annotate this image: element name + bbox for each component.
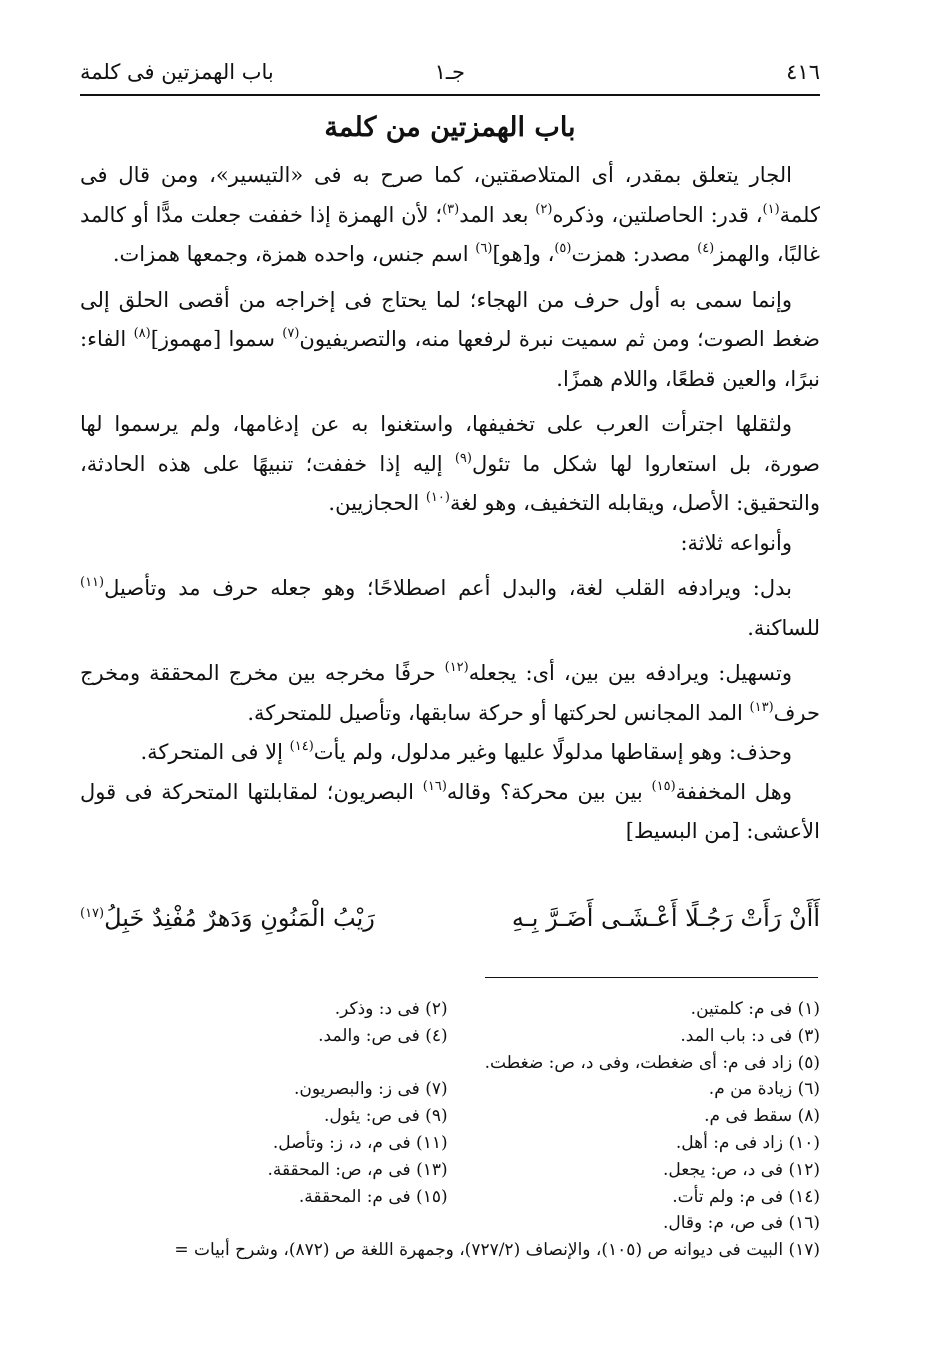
- text-run: الفاء: نبرًا، والعين قطعًا، واللام همزًا.: [80, 327, 820, 391]
- paragraph-2: [80, 281, 820, 400]
- verse-first-hemistich: أَأَنْ رَأَتْ رَجُـلًا أَعْـشَـى أَضَـرَّ بِـهِ: [511, 904, 820, 932]
- footnote-ref: (٦): [475, 241, 493, 256]
- text-run: للساكنة.: [747, 615, 820, 640]
- footnote-row: [60, 996, 820, 1023]
- paragraph-3: [80, 405, 820, 524]
- footnote: (٤) فى ص: والمد.: [318, 1025, 448, 1046]
- text-run: ولثقلها اجترأت العرب على تخفيفها، واستغنوا به عن إدغامها، ولم يرسموا لها صورة، بل استعاروا لها شكل ما تئول: [80, 412, 820, 476]
- text-run: بعد المد: [459, 202, 536, 227]
- footnote: (٧) فى ز: والبصريون.: [293, 1079, 448, 1100]
- text-run: مصدر: همزت: [571, 242, 698, 266]
- text-run: ، و[هو]: [492, 242, 555, 266]
- text-run: البصريون؛ لمقابلتها المتحركة فى قول الأعشى: [من البسيط]: [80, 779, 820, 843]
- footnote: (١٤) فى م: ولم تأت.: [672, 1186, 820, 1207]
- running-header: [80, 58, 820, 92]
- paragraph-7: [80, 733, 820, 773]
- chapter-title: باب الهمزتين من كلمة: [324, 112, 576, 143]
- text-run: المد المجانس لحركتها أو حركة سابقها، وتأصيل للمتحركة.: [247, 700, 750, 725]
- text-run: ، قدر: الحاصلتين، وذكره: [552, 202, 763, 227]
- text-run: ؛ لأن الهمزة إذا خففت جعلت مدًّا أو كالمد غالبًا، والهمز: [80, 202, 820, 266]
- footnote-ref: (١٢): [444, 660, 469, 675]
- footnote: (١) فى م: كلمتين.: [690, 999, 820, 1019]
- text-run: وإنما سمى به أول حرف من الهجاء؛ لما يحتاج فى إخراجه من أقصى الحلق إلى ضغط الصوت؛ ومن ثم سميت نبرة لرفعها منه، والتصريفيون: [80, 287, 820, 351]
- footnote-ref: (٢): [535, 201, 553, 217]
- footnote-ref: (٧): [282, 326, 300, 341]
- footnote-ref: (٥): [554, 241, 572, 256]
- footnote-row: [60, 1076, 820, 1103]
- text-run: إليه إذا خففت؛ تنبيهًا على هذه الحادثة، والتحقيق: الأصل، ويقابله التخفيف، وهو لغة: [80, 451, 820, 515]
- page-number: ٤١٦: [786, 60, 820, 84]
- main-text: [80, 156, 820, 852]
- footnote-ref: (١٠): [425, 490, 450, 505]
- footnote: (٢) فى د: وذكر.: [334, 999, 448, 1019]
- footnote-separator: [485, 977, 818, 978]
- text-run: إلا فى المتحركة.: [140, 740, 290, 764]
- text-run: وهل المخففة: [675, 779, 793, 804]
- verse-second-hemistich: [80, 904, 375, 932]
- footnote: (١٦) فى ص، م: وقال.: [662, 1213, 820, 1234]
- footnote-ref: (١١): [80, 575, 105, 590]
- footnote: (٦) زيادة من م.: [708, 1079, 820, 1100]
- footnote: (١٣) فى م، ص: المحققة.: [267, 1159, 448, 1180]
- footnote-ref: (١٣): [749, 699, 774, 715]
- footnotes: [60, 996, 820, 1264]
- footnote-ref: (١٦): [422, 778, 447, 794]
- text-run: الجار يتعلق بمقدر، أى المتلاصقتين، كما صرح به فى «التيسير»، ومن قال فى كلمة: [80, 163, 821, 227]
- footnote-ref: (٨): [133, 326, 151, 341]
- text-run: بين بين محركة؟ وقاله: [446, 779, 652, 804]
- footnote: (٥) زاد فى م: أى ضغطت، وفى د، ص: ضغطت.: [484, 1052, 820, 1073]
- footnote: (٨) سقط فى م.: [704, 1106, 820, 1127]
- footnote-ref: (١٧): [80, 906, 105, 921]
- footnote: (١٠) زاد فى م: أهل.: [675, 1132, 820, 1153]
- footnote: (١٧) البيت فى ديوانه ص (١٠٥)، والإنصاف (٧٢٧/٢)، وجمهرة اللغة ص (٨٧٢)، وشرح أبيات =: [174, 1240, 820, 1261]
- paragraph-6: [80, 654, 820, 733]
- footnote-row: [60, 1210, 820, 1237]
- footnote-row: [60, 1130, 820, 1157]
- text-run: سموا [مهموز]: [150, 327, 283, 351]
- footnote-ref: (١٤): [289, 739, 314, 754]
- footnote-row: [60, 1184, 820, 1211]
- footnote-ref: (٤): [697, 241, 715, 256]
- text-run: وحذف: وهو إسقاطها مدلولًا عليها وغير مدلول، ولم يأت: [313, 740, 792, 764]
- footnote-ref: (٩): [454, 450, 472, 466]
- text-run: وتسهيل: ويرادفه بين بين، أى: يجعله: [468, 661, 792, 685]
- header-rule: [80, 94, 820, 96]
- footnote-row: [60, 1050, 820, 1077]
- footnote: (٩) فى ص: يئول.: [324, 1106, 448, 1127]
- text-run: الحجازيين.: [328, 491, 426, 515]
- running-title: باب الهمزتين فى كلمة: [80, 60, 274, 84]
- footnote: (١٢) فى د، ص: يجعل.: [663, 1159, 820, 1180]
- paragraph-5: [80, 569, 820, 648]
- footnote-ref: (١): [762, 201, 780, 217]
- footnote-row: [60, 1103, 820, 1130]
- text-run: حرفًا مخرجه بين مخرج المحققة ومخرج حرف: [80, 661, 820, 725]
- verse-second-text: رَيْبُ الْمَنُونِ وَدَهرٌ مُفْنِدٌ خَبِلُ: [104, 904, 375, 932]
- paragraph-1: [80, 156, 820, 275]
- footnote-ref: (١٥): [651, 778, 676, 794]
- volume-label: جـ١: [434, 60, 465, 84]
- footnote-row: [60, 1157, 820, 1184]
- footnote: (٣) فى د: باب المد.: [680, 1025, 820, 1046]
- footnote-ref: (٣): [442, 201, 460, 217]
- footnote-row: [60, 1023, 820, 1050]
- footnote: (١١) فى م، د، ز: وتأصل.: [272, 1132, 448, 1153]
- paragraph-4: وأنواعه ثلاثة:: [680, 530, 792, 555]
- text-run: بدل: ويرادفه القلب لغة، والبدل أعم اصطلاحًا؛ وهو جعله حرف مد وتأصيل: [104, 576, 792, 600]
- text-run: اسم جنس، واحده همزة، وجمعها همزات.: [112, 242, 476, 266]
- paragraph-8: [80, 773, 820, 852]
- poetry-verse: [80, 904, 820, 932]
- footnote: (١٥) فى م: المحققة.: [298, 1186, 448, 1207]
- footnote-row: [60, 1237, 820, 1264]
